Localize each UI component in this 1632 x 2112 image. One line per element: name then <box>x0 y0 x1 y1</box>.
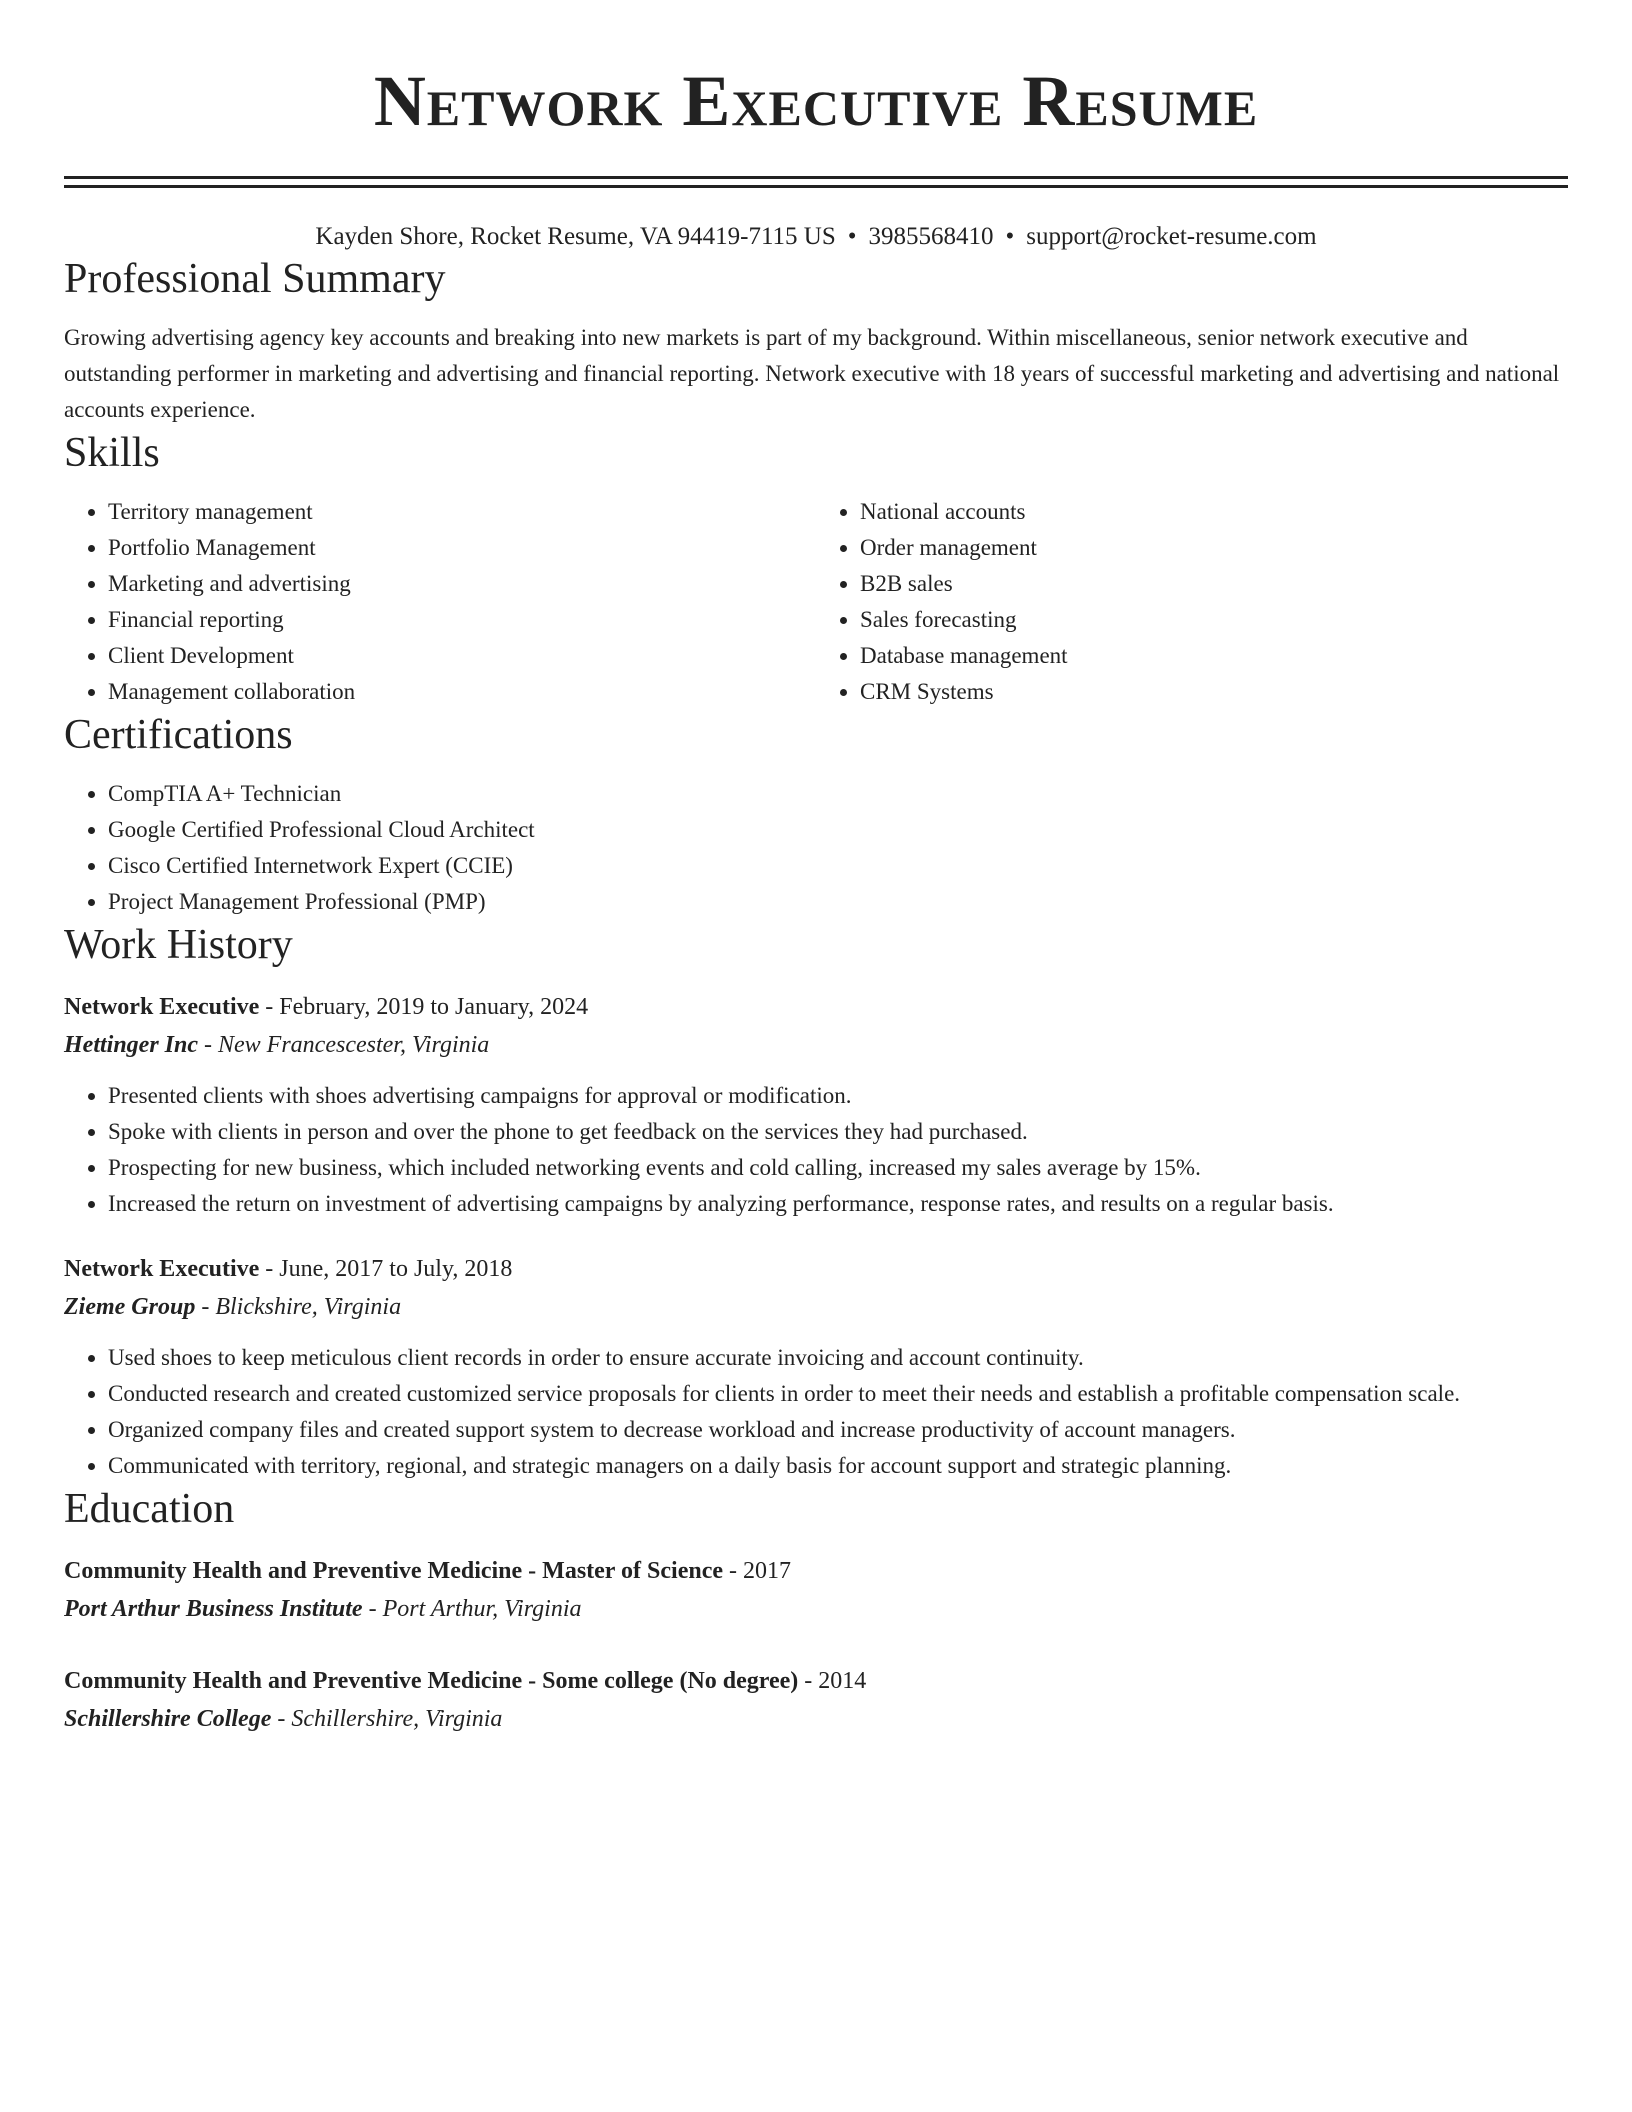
certification-item: • Cisco Certified Internetwork Expert (CCIE) <box>108 848 1568 884</box>
education-year: 2014 <box>818 1668 867 1694</box>
job-bullet: • Spoke with clients in person and over the phone to get feedback on the services they had purchased. <box>108 1114 1568 1150</box>
education-location: Port Arthur, Virginia <box>382 1596 582 1622</box>
education-degree: Community Health and Preventive Medicine - Some college (No degree) <box>64 1668 799 1694</box>
education-location: Schillershire, Virginia <box>291 1706 503 1732</box>
skill-item: • Management collaboration <box>108 674 816 710</box>
job-location: New Francescester, Virginia <box>218 1032 490 1058</box>
skill-item: • Sales forecasting <box>860 602 1568 638</box>
job-location: Blickshire, Virginia <box>215 1294 402 1320</box>
job-entry <box>64 1250 1568 1484</box>
job-bullets <box>64 1078 1568 1222</box>
skill-item: • Order management <box>860 530 1568 566</box>
education-degree: Community Health and Preventive Medicine - Master of Science <box>64 1558 723 1584</box>
job-title-line: Network Executive - June, 2017 to July, 2018 <box>64 1256 513 1282</box>
job-dates: February, 2019 to January, 2024 <box>279 994 589 1020</box>
job-bullet: • Prospecting for new business, which included networking events and cold calling, increased my sales average by 15%. <box>108 1150 1568 1186</box>
certifications-heading: Certifications <box>64 712 293 758</box>
job-company-line: Hettinger Inc - New Francescester, Virginia <box>64 1032 490 1058</box>
job-bullet: • Organized company files and created support system to decrease workload and increase productivity of account managers. <box>108 1412 1568 1448</box>
job-bullet: • Conducted research and created customized service proposals for clients in order to meet their needs and establish a profitable compensation scale. <box>108 1376 1568 1412</box>
education-school-line: Port Arthur Business Institute - Port Arthur, Virginia <box>64 1596 582 1622</box>
skill-item: • CRM Systems <box>860 674 1568 710</box>
job-company: Hettinger Inc <box>64 1032 199 1058</box>
education-degree-line: Community Health and Preventive Medicine - Some college (No degree) - 2014 <box>64 1668 867 1694</box>
certifications-list <box>64 776 1568 920</box>
certification-item: • CompTIA A+ Technician <box>108 776 1568 812</box>
skill-item: • Database management <box>860 638 1568 674</box>
job-bullet: • Increased the return on investment of advertising campaigns by analyzing performance, response rates, and results on a regular basis. <box>108 1186 1568 1222</box>
job-company-line: Zieme Group - Blickshire, Virginia <box>64 1294 402 1320</box>
contact-separator: • <box>1005 223 1015 250</box>
summary-heading: Professional Summary <box>64 256 446 302</box>
education-school: Schillershire College <box>64 1706 272 1732</box>
title-double-rule <box>64 176 1568 188</box>
summary-text: Growing advertising agency key accounts and breaking into new markets is part of my background. Within miscellaneous, senior network executive and outstanding performer in marketing and advertising and financial reporting. Network executive with 18 years of successful marketing and advertising and national accounts experience. <box>64 325 1560 422</box>
job-bullets <box>64 1340 1568 1484</box>
resume-title: Network Executive Resume <box>373 61 1259 141</box>
education-entry <box>64 1662 1568 1738</box>
skill-item: • Portfolio Management <box>108 530 816 566</box>
skill-item: • Client Development <box>108 638 816 674</box>
skill-item: • Marketing and advertising <box>108 566 816 602</box>
job-title: Network Executive <box>64 994 260 1020</box>
job-entry <box>64 988 1568 1222</box>
job-title: Network Executive <box>64 1256 260 1282</box>
education-year: 2017 <box>743 1558 791 1584</box>
job-bullet: • Presented clients with shoes advertising campaigns for approval or modification. <box>108 1078 1568 1114</box>
contact-separator: • <box>847 223 857 250</box>
skill-item: • Financial reporting <box>108 602 816 638</box>
skills-list-right <box>816 494 1568 710</box>
skill-item: • B2B sales <box>860 566 1568 602</box>
job-company: Zieme Group <box>64 1294 196 1320</box>
skill-item: • National accounts <box>860 494 1568 530</box>
education-school-line: Schillershire College - Schillershire, Virginia <box>64 1706 503 1732</box>
work-history-heading: Work History <box>64 922 293 968</box>
job-bullet: • Communicated with territory, regional, and strategic managers on a daily basis for account support and strategic planning. <box>108 1448 1568 1484</box>
education-school: Port Arthur Business Institute <box>64 1596 363 1622</box>
contact-line <box>64 220 1568 254</box>
skills-columns <box>64 494 1568 710</box>
contact-phone: 3985568410 <box>868 223 994 250</box>
education-entry <box>64 1552 1568 1628</box>
contact-address: Kayden Shore, Rocket Resume, VA 94419-7115 US <box>315 223 836 250</box>
job-bullet: • Used shoes to keep meticulous client records in order to ensure accurate invoicing and account continuity. <box>108 1340 1568 1376</box>
education-heading: Education <box>64 1486 235 1532</box>
certification-item: • Google Certified Professional Cloud Architect <box>108 812 1568 848</box>
job-dates: June, 2017 to July, 2018 <box>279 1256 513 1282</box>
job-title-line: Network Executive - February, 2019 to January, 2024 <box>64 994 589 1020</box>
skills-heading: Skills <box>64 430 160 476</box>
education-degree-line: Community Health and Preventive Medicine - Master of Science - 2017 <box>64 1558 791 1584</box>
contact-email: support@rocket-resume.com <box>1026 223 1317 250</box>
skills-list-left <box>64 494 816 710</box>
certification-item: • Project Management Professional (PMP) <box>108 884 1568 920</box>
skill-item: • Territory management <box>108 494 816 530</box>
